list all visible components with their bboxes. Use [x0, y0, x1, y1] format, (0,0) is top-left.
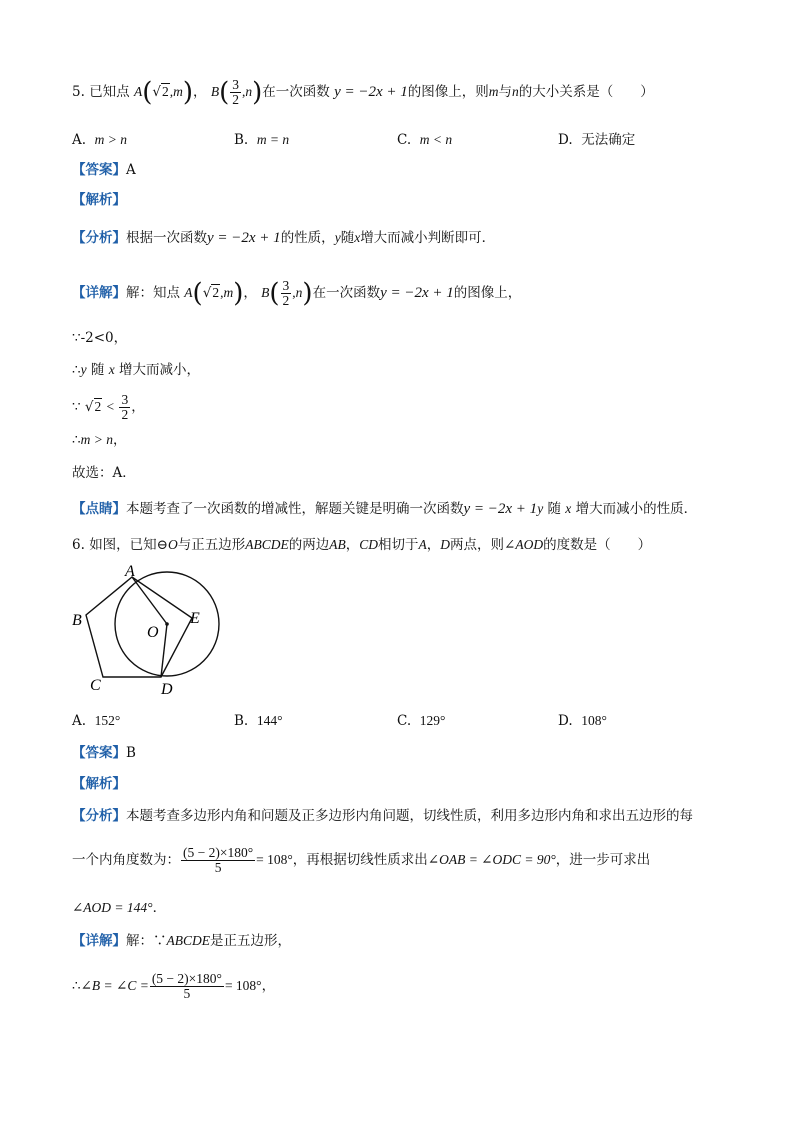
- q5-step-4: ∴m > n，: [72, 432, 127, 448]
- q5-step-3: ∵ √2 < $\frac{3}{2}$ ，: [72, 392, 145, 422]
- label-o: O: [147, 624, 159, 641]
- label-a: A: [125, 563, 135, 580]
- q5-option-d[interactable]: D. 无法确定: [558, 132, 636, 148]
- q5-dianjing: 【点睛】本题考查了一次函数的增减性，解题关键是明确一次函数y = −2x + 1y 随 x 增大而减小的性质．: [72, 501, 698, 517]
- q5-detail: 【详解】解：知点 A(√2,m)， B( $\frac{3}{2}$ ,n)在一次函数y = −2x + 1的图像上，: [72, 278, 522, 309]
- q5-stem: 5. 已知点 A(√2,m)， B( $\frac{3}{2}$ ,n)在一次函数 y = −2x + 1的图像上，则m与n的大小关系是（ ）: [72, 77, 654, 108]
- label-b: B: [72, 612, 82, 629]
- q6-option-b[interactable]: B. 144°: [234, 713, 283, 729]
- label-d: D: [161, 681, 173, 698]
- q5-fenxi: 【分析】根据一次函数y = −2x + 1的性质，y随x增大而减小判断即可．: [72, 230, 496, 246]
- q6-fenxi-line-2: 一个内角度数为： $\frac{(5 - 2)\times 180^\circ}{5}$ = 108°，再根据切线性质求出∠OAB = ∠ODC = 90°，进一步可求出: [72, 845, 651, 875]
- q5-answer: 【答案】A: [72, 162, 136, 178]
- q5-number: 5.: [72, 84, 85, 100]
- q5-function: y = −2x + 1: [334, 84, 408, 100]
- q6-detail: 【详解】解：∵ABCDE是正五边形，: [72, 933, 291, 949]
- q5-option-c[interactable]: C. m < n: [397, 132, 453, 148]
- q6-stem: 6. 如图，已知⊖O与正五边形ABCDE的两边AB，CD相切于A，D两点，则∠AOD的度数是（ ）: [72, 537, 652, 553]
- q5-option-b[interactable]: B. m = n: [234, 132, 290, 148]
- q6-option-c[interactable]: C. 129°: [397, 713, 446, 729]
- q5-option-a[interactable]: A. m > n: [72, 132, 127, 148]
- q5-analysis-tag: 【解析】: [72, 192, 126, 208]
- segment-oa: [132, 577, 167, 624]
- fraction-3-2: $\frac{3}{2}$: [232, 77, 239, 107]
- q6-geometry-figure: [70, 563, 240, 698]
- q6-answer: 【答案】B: [72, 745, 136, 761]
- q6-option-d[interactable]: D. 108°: [558, 713, 607, 729]
- q6-analysis-tag: 【解析】: [72, 776, 126, 792]
- label-c: C: [90, 677, 101, 694]
- q5-step-2: ∴y 随 x 增大而减小，: [72, 362, 200, 378]
- q6-option-a[interactable]: A. 152°: [72, 713, 121, 729]
- q6-fenxi-line-3: ∠AOD = 144°．: [72, 900, 167, 916]
- q6-fenxi-line-1: 【分析】本题考查多边形内角和问题及正多边形内角问题，切线性质，利用多边形内角和求出五边形的每: [72, 808, 693, 824]
- q6-step-1: ∴∠B = ∠C = $\frac{(5 - 2)\times 180^\circ}{5}$ = 108°，: [72, 971, 276, 1001]
- pentagon-abcde: [86, 577, 192, 677]
- q5-step-5: 故选：A．: [72, 465, 136, 481]
- segment-od: [161, 624, 167, 677]
- fraction-interior-angle: $\frac{(5 - 2)\times 180^\circ}{5}$: [183, 845, 254, 875]
- sqrt-2: √2: [152, 84, 169, 100]
- q5-step-1: ∵-2<0，: [72, 330, 128, 346]
- label-e: E: [190, 610, 200, 627]
- center-point-o: [165, 622, 169, 626]
